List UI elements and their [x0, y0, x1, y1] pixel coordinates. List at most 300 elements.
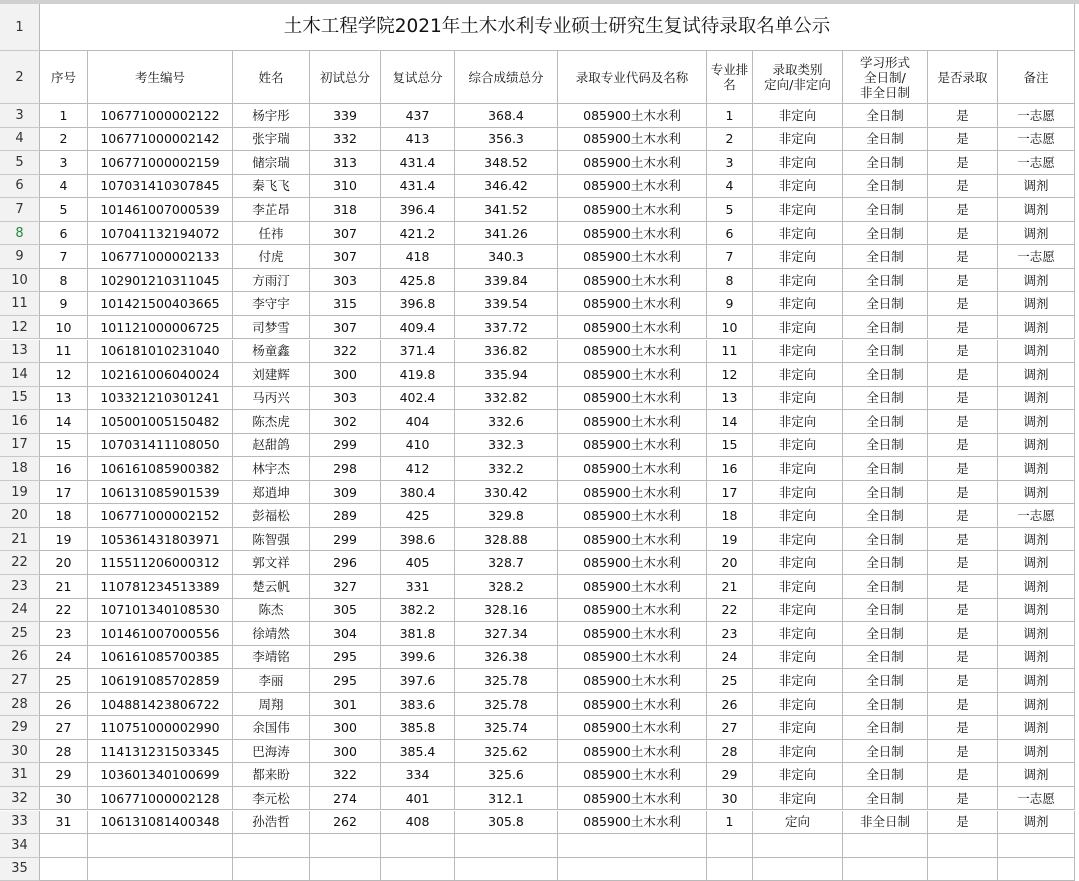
cell-composite[interactable]: 348.52	[455, 151, 558, 175]
cell-rank[interactable]: 4	[707, 175, 753, 199]
cell-name[interactable]: 楚云帆	[233, 575, 310, 599]
cell-category[interactable]: 非定向	[753, 316, 843, 340]
cell-note[interactable]: 调剂	[998, 551, 1075, 575]
cell-note[interactable]: 调剂	[998, 175, 1075, 199]
cell-category[interactable]: 非定向	[753, 481, 843, 505]
cell-mode[interactable]: 全日制	[843, 269, 928, 293]
cell-composite[interactable]: 328.16	[455, 599, 558, 623]
cell-rank[interactable]: 6	[707, 222, 753, 246]
row-number[interactable]: 3	[0, 104, 40, 128]
cell-note[interactable]: 调剂	[998, 434, 1075, 458]
cell-retest[interactable]: 419.8	[381, 363, 455, 387]
cell-major[interactable]: 085900土木水利	[558, 292, 707, 316]
cell-retest[interactable]: 385.8	[381, 716, 455, 740]
cell-note[interactable]: 调剂	[998, 481, 1075, 505]
cell-admit[interactable]: 是	[928, 410, 998, 434]
cell-admit[interactable]: 是	[928, 646, 998, 670]
cell-seq[interactable]: 9	[40, 292, 88, 316]
cell-exam-id[interactable]: 115511206000312	[88, 551, 233, 575]
cell-mode[interactable]: 全日制	[843, 528, 928, 552]
cell-retest[interactable]: 421.2	[381, 222, 455, 246]
cell-composite[interactable]: 330.42	[455, 481, 558, 505]
cell-admit[interactable]: 是	[928, 481, 998, 505]
cell-mode[interactable]: 全日制	[843, 292, 928, 316]
cell-admit[interactable]: 是	[928, 693, 998, 717]
cell-composite[interactable]: 332.2	[455, 457, 558, 481]
cell-admit[interactable]: 是	[928, 434, 998, 458]
cell-mode[interactable]: 全日制	[843, 434, 928, 458]
cell-major[interactable]: 085900土木水利	[558, 128, 707, 152]
cell-note[interactable]: 调剂	[998, 387, 1075, 411]
cell-seq[interactable]: 17	[40, 481, 88, 505]
cell-seq[interactable]: 25	[40, 669, 88, 693]
cell-composite[interactable]: 328.7	[455, 551, 558, 575]
cell-mode[interactable]: 全日制	[843, 504, 928, 528]
cell-retest[interactable]: 334	[381, 763, 455, 787]
empty-cell[interactable]	[928, 858, 998, 881]
row-number[interactable]: 19	[0, 481, 40, 505]
row-number[interactable]: 22	[0, 551, 40, 575]
cell-note[interactable]: 调剂	[998, 222, 1075, 246]
cell-mode[interactable]: 全日制	[843, 716, 928, 740]
cell-note[interactable]: 一志愿	[998, 245, 1075, 269]
cell-retest[interactable]: 410	[381, 434, 455, 458]
cell-category[interactable]: 非定向	[753, 763, 843, 787]
row-number[interactable]: 31	[0, 763, 40, 787]
cell-mode[interactable]: 全日制	[843, 481, 928, 505]
cell-category[interactable]: 非定向	[753, 716, 843, 740]
cell-admit[interactable]: 是	[928, 740, 998, 764]
cell-composite[interactable]: 312.1	[455, 787, 558, 811]
cell-rank[interactable]: 3	[707, 151, 753, 175]
cell-category[interactable]: 非定向	[753, 504, 843, 528]
cell-retest[interactable]: 437	[381, 104, 455, 128]
cell-composite[interactable]: 327.34	[455, 622, 558, 646]
row-number[interactable]: 34	[0, 834, 40, 858]
cell-composite[interactable]: 325.78	[455, 693, 558, 717]
cell-category[interactable]: 非定向	[753, 387, 843, 411]
cell-note[interactable]: 调剂	[998, 599, 1075, 623]
cell-seq[interactable]: 26	[40, 693, 88, 717]
cell-major[interactable]: 085900土木水利	[558, 740, 707, 764]
row-number[interactable]: 30	[0, 740, 40, 764]
cell-seq[interactable]: 6	[40, 222, 88, 246]
cell-category[interactable]: 非定向	[753, 622, 843, 646]
cell-initial[interactable]: 296	[310, 551, 381, 575]
cell-major[interactable]: 085900土木水利	[558, 198, 707, 222]
cell-exam-id[interactable]: 101461007000556	[88, 622, 233, 646]
row-number[interactable]: 1	[0, 4, 40, 51]
cell-rank[interactable]: 13	[707, 387, 753, 411]
cell-major[interactable]: 085900土木水利	[558, 693, 707, 717]
cell-seq[interactable]: 30	[40, 787, 88, 811]
cell-major[interactable]: 085900土木水利	[558, 669, 707, 693]
cell-initial[interactable]: 307	[310, 222, 381, 246]
cell-seq[interactable]: 21	[40, 575, 88, 599]
cell-composite[interactable]: 341.52	[455, 198, 558, 222]
cell-seq[interactable]: 20	[40, 551, 88, 575]
header-exam-id[interactable]: 考生编号	[88, 51, 233, 104]
row-number[interactable]: 32	[0, 787, 40, 811]
row-number[interactable]: 14	[0, 363, 40, 387]
cell-name[interactable]: 陈杰虎	[233, 410, 310, 434]
cell-exam-id[interactable]: 106161085900382	[88, 457, 233, 481]
cell-seq[interactable]: 5	[40, 198, 88, 222]
cell-exam-id[interactable]: 106771000002142	[88, 128, 233, 152]
cell-mode[interactable]: 全日制	[843, 646, 928, 670]
cell-name[interactable]: 林宇杰	[233, 457, 310, 481]
cell-exam-id[interactable]: 110751000002990	[88, 716, 233, 740]
header-seq[interactable]: 序号	[40, 51, 88, 104]
row-number[interactable]: 24	[0, 599, 40, 623]
cell-admit[interactable]: 是	[928, 222, 998, 246]
cell-name[interactable]: 郭文祥	[233, 551, 310, 575]
cell-rank[interactable]: 2	[707, 128, 753, 152]
cell-admit[interactable]: 是	[928, 340, 998, 364]
cell-exam-id[interactable]: 107041132194072	[88, 222, 233, 246]
cell-admit[interactable]: 是	[928, 316, 998, 340]
cell-composite[interactable]: 336.82	[455, 340, 558, 364]
header-note[interactable]: 备注	[998, 51, 1075, 104]
cell-name[interactable]: 孙浩哲	[233, 811, 310, 835]
row-number[interactable]: 35	[0, 858, 40, 881]
cell-major[interactable]: 085900土木水利	[558, 316, 707, 340]
row-number[interactable]: 5	[0, 151, 40, 175]
sheet-title[interactable]: 土木工程学院2021年土木水利专业硕士研究生复试待录取名单公示	[40, 4, 1075, 51]
cell-mode[interactable]: 全日制	[843, 669, 928, 693]
row-number[interactable]: 12	[0, 316, 40, 340]
cell-major[interactable]: 085900土木水利	[558, 387, 707, 411]
row-number[interactable]: 13	[0, 340, 40, 364]
cell-exam-id[interactable]: 101461007000539	[88, 198, 233, 222]
cell-name[interactable]: 陈杰	[233, 599, 310, 623]
cell-category[interactable]: 非定向	[753, 128, 843, 152]
cell-initial[interactable]: 300	[310, 740, 381, 764]
cell-name[interactable]: 巴海涛	[233, 740, 310, 764]
cell-admit[interactable]: 是	[928, 811, 998, 835]
row-number[interactable]: 27	[0, 669, 40, 693]
cell-rank[interactable]: 1	[707, 104, 753, 128]
cell-rank[interactable]: 7	[707, 245, 753, 269]
cell-name[interactable]: 彭福松	[233, 504, 310, 528]
cell-composite[interactable]: 326.38	[455, 646, 558, 670]
cell-major[interactable]: 085900土木水利	[558, 340, 707, 364]
header-composite[interactable]: 综合成绩总分	[455, 51, 558, 104]
cell-initial[interactable]: 332	[310, 128, 381, 152]
cell-note[interactable]: 一志愿	[998, 104, 1075, 128]
cell-exam-id[interactable]: 106191085702859	[88, 669, 233, 693]
cell-exam-id[interactable]: 101121000006725	[88, 316, 233, 340]
cell-exam-id[interactable]: 107031410307845	[88, 175, 233, 199]
cell-seq[interactable]: 19	[40, 528, 88, 552]
cell-seq[interactable]: 7	[40, 245, 88, 269]
cell-retest[interactable]: 408	[381, 811, 455, 835]
cell-exam-id[interactable]: 106771000002152	[88, 504, 233, 528]
cell-seq[interactable]: 10	[40, 316, 88, 340]
cell-name[interactable]: 刘建辉	[233, 363, 310, 387]
cell-category[interactable]: 非定向	[753, 269, 843, 293]
cell-name[interactable]: 任祎	[233, 222, 310, 246]
cell-category[interactable]: 非定向	[753, 551, 843, 575]
cell-mode[interactable]: 全日制	[843, 599, 928, 623]
empty-cell[interactable]	[40, 834, 88, 858]
cell-retest[interactable]: 402.4	[381, 387, 455, 411]
cell-major[interactable]: 085900土木水利	[558, 599, 707, 623]
cell-note[interactable]: 调剂	[998, 198, 1075, 222]
cell-mode[interactable]: 全日制	[843, 622, 928, 646]
cell-major[interactable]: 085900土木水利	[558, 434, 707, 458]
empty-cell[interactable]	[843, 834, 928, 858]
cell-exam-id[interactable]: 106131085901539	[88, 481, 233, 505]
cell-major[interactable]: 085900土木水利	[558, 151, 707, 175]
empty-cell[interactable]	[40, 858, 88, 881]
cell-name[interactable]: 都来盼	[233, 763, 310, 787]
cell-retest[interactable]: 383.6	[381, 693, 455, 717]
cell-admit[interactable]: 是	[928, 292, 998, 316]
cell-retest[interactable]: 413	[381, 128, 455, 152]
cell-name[interactable]: 李元松	[233, 787, 310, 811]
cell-initial[interactable]: 300	[310, 716, 381, 740]
cell-admit[interactable]: 是	[928, 716, 998, 740]
empty-cell[interactable]	[998, 858, 1075, 881]
cell-admit[interactable]: 是	[928, 622, 998, 646]
cell-rank[interactable]: 17	[707, 481, 753, 505]
cell-name[interactable]: 李靖铭	[233, 646, 310, 670]
cell-exam-id[interactable]: 106161085700385	[88, 646, 233, 670]
cell-note[interactable]: 调剂	[998, 811, 1075, 835]
empty-cell[interactable]	[558, 858, 707, 881]
cell-major[interactable]: 085900土木水利	[558, 504, 707, 528]
cell-exam-id[interactable]: 103601340100699	[88, 763, 233, 787]
cell-major[interactable]: 085900土木水利	[558, 269, 707, 293]
cell-name[interactable]: 杨宇彤	[233, 104, 310, 128]
cell-initial[interactable]: 274	[310, 787, 381, 811]
cell-major[interactable]: 085900土木水利	[558, 481, 707, 505]
cell-rank[interactable]: 5	[707, 198, 753, 222]
cell-name[interactable]: 余国伟	[233, 716, 310, 740]
cell-rank[interactable]: 10	[707, 316, 753, 340]
cell-composite[interactable]: 368.4	[455, 104, 558, 128]
header-category[interactable]	[753, 51, 843, 104]
cell-initial[interactable]: 305	[310, 599, 381, 623]
cell-note[interactable]: 调剂	[998, 669, 1075, 693]
cell-rank[interactable]: 28	[707, 740, 753, 764]
cell-retest[interactable]: 401	[381, 787, 455, 811]
cell-exam-id[interactable]: 106771000002128	[88, 787, 233, 811]
empty-cell[interactable]	[310, 834, 381, 858]
row-number[interactable]: 28	[0, 693, 40, 717]
cell-initial[interactable]: 304	[310, 622, 381, 646]
cell-major[interactable]: 085900土木水利	[558, 410, 707, 434]
cell-initial[interactable]: 322	[310, 340, 381, 364]
row-number[interactable]: 15	[0, 387, 40, 411]
cell-exam-id[interactable]: 106771000002122	[88, 104, 233, 128]
cell-exam-id[interactable]: 102901210311045	[88, 269, 233, 293]
cell-seq[interactable]: 22	[40, 599, 88, 623]
cell-note[interactable]: 调剂	[998, 363, 1075, 387]
cell-retest[interactable]: 396.8	[381, 292, 455, 316]
cell-admit[interactable]: 是	[928, 528, 998, 552]
cell-initial[interactable]: 307	[310, 316, 381, 340]
cell-retest[interactable]: 412	[381, 457, 455, 481]
cell-mode[interactable]: 全日制	[843, 222, 928, 246]
cell-initial[interactable]: 322	[310, 763, 381, 787]
cell-initial[interactable]: 262	[310, 811, 381, 835]
cell-exam-id[interactable]: 106181010231040	[88, 340, 233, 364]
cell-admit[interactable]: 是	[928, 245, 998, 269]
cell-composite[interactable]: 325.78	[455, 669, 558, 693]
header-retest[interactable]: 复试总分	[381, 51, 455, 104]
cell-composite[interactable]: 339.84	[455, 269, 558, 293]
cell-seq[interactable]: 27	[40, 716, 88, 740]
cell-composite[interactable]: 340.3	[455, 245, 558, 269]
cell-exam-id[interactable]: 106131081400348	[88, 811, 233, 835]
empty-cell[interactable]	[707, 834, 753, 858]
cell-retest[interactable]: 425.8	[381, 269, 455, 293]
cell-composite[interactable]: 335.94	[455, 363, 558, 387]
cell-rank[interactable]: 16	[707, 457, 753, 481]
cell-admit[interactable]: 是	[928, 457, 998, 481]
cell-retest[interactable]: 404	[381, 410, 455, 434]
cell-mode[interactable]: 全日制	[843, 410, 928, 434]
cell-seq[interactable]: 18	[40, 504, 88, 528]
cell-mode[interactable]: 全日制	[843, 787, 928, 811]
cell-initial[interactable]: 303	[310, 269, 381, 293]
header-rank[interactable]	[707, 51, 753, 104]
cell-mode[interactable]: 全日制	[843, 457, 928, 481]
header-name[interactable]: 姓名	[233, 51, 310, 104]
cell-rank[interactable]: 22	[707, 599, 753, 623]
cell-exam-id[interactable]: 102161006040024	[88, 363, 233, 387]
cell-mode[interactable]: 非全日制	[843, 811, 928, 835]
cell-mode[interactable]: 全日制	[843, 763, 928, 787]
cell-name[interactable]: 马丙兴	[233, 387, 310, 411]
cell-retest[interactable]: 431.4	[381, 151, 455, 175]
cell-mode[interactable]: 全日制	[843, 198, 928, 222]
cell-initial[interactable]: 339	[310, 104, 381, 128]
cell-category[interactable]: 定向	[753, 811, 843, 835]
cell-mode[interactable]: 全日制	[843, 387, 928, 411]
cell-note[interactable]: 一志愿	[998, 151, 1075, 175]
empty-cell[interactable]	[753, 834, 843, 858]
cell-rank[interactable]: 27	[707, 716, 753, 740]
cell-initial[interactable]: 307	[310, 245, 381, 269]
cell-retest[interactable]: 380.4	[381, 481, 455, 505]
cell-retest[interactable]: 425	[381, 504, 455, 528]
cell-mode[interactable]: 全日制	[843, 740, 928, 764]
cell-composite[interactable]: 341.26	[455, 222, 558, 246]
cell-mode[interactable]: 全日制	[843, 104, 928, 128]
row-number[interactable]: 23	[0, 575, 40, 599]
cell-seq[interactable]: 2	[40, 128, 88, 152]
cell-note[interactable]: 调剂	[998, 292, 1075, 316]
cell-rank[interactable]: 9	[707, 292, 753, 316]
cell-exam-id[interactable]: 114131231503345	[88, 740, 233, 764]
cell-note[interactable]: 调剂	[998, 575, 1075, 599]
cell-category[interactable]: 非定向	[753, 175, 843, 199]
cell-major[interactable]: 085900土木水利	[558, 622, 707, 646]
empty-cell[interactable]	[88, 834, 233, 858]
cell-composite[interactable]: 328.88	[455, 528, 558, 552]
cell-major[interactable]: 085900土木水利	[558, 716, 707, 740]
cell-composite[interactable]: 325.62	[455, 740, 558, 764]
cell-major[interactable]: 085900土木水利	[558, 646, 707, 670]
cell-composite[interactable]: 329.8	[455, 504, 558, 528]
cell-initial[interactable]: 295	[310, 669, 381, 693]
cell-mode[interactable]: 全日制	[843, 363, 928, 387]
cell-retest[interactable]: 399.6	[381, 646, 455, 670]
empty-cell[interactable]	[707, 858, 753, 881]
cell-major[interactable]: 085900土木水利	[558, 575, 707, 599]
cell-seq[interactable]: 29	[40, 763, 88, 787]
empty-cell[interactable]	[998, 834, 1075, 858]
cell-admit[interactable]: 是	[928, 198, 998, 222]
cell-rank[interactable]: 8	[707, 269, 753, 293]
header-major[interactable]: 录取专业代码及名称	[558, 51, 707, 104]
cell-retest[interactable]: 398.6	[381, 528, 455, 552]
empty-cell[interactable]	[233, 834, 310, 858]
cell-composite[interactable]: 346.42	[455, 175, 558, 199]
cell-composite[interactable]: 325.74	[455, 716, 558, 740]
cell-composite[interactable]: 332.82	[455, 387, 558, 411]
cell-admit[interactable]: 是	[928, 104, 998, 128]
cell-exam-id[interactable]: 107031411108050	[88, 434, 233, 458]
cell-admit[interactable]: 是	[928, 151, 998, 175]
cell-mode[interactable]: 全日制	[843, 693, 928, 717]
cell-composite[interactable]: 305.8	[455, 811, 558, 835]
cell-note[interactable]: 调剂	[998, 646, 1075, 670]
cell-retest[interactable]: 431.4	[381, 175, 455, 199]
empty-cell[interactable]	[843, 858, 928, 881]
cell-exam-id[interactable]: 104881423806722	[88, 693, 233, 717]
empty-cell[interactable]	[233, 858, 310, 881]
cell-composite[interactable]: 332.6	[455, 410, 558, 434]
cell-major[interactable]: 085900土木水利	[558, 528, 707, 552]
row-number[interactable]: 2	[0, 51, 40, 104]
cell-category[interactable]: 非定向	[753, 599, 843, 623]
cell-admit[interactable]: 是	[928, 575, 998, 599]
cell-seq[interactable]: 15	[40, 434, 88, 458]
cell-initial[interactable]: 318	[310, 198, 381, 222]
row-number[interactable]: 33	[0, 811, 40, 835]
cell-retest[interactable]: 385.4	[381, 740, 455, 764]
cell-category[interactable]: 非定向	[753, 198, 843, 222]
cell-retest[interactable]: 418	[381, 245, 455, 269]
cell-composite[interactable]: 356.3	[455, 128, 558, 152]
cell-rank[interactable]: 30	[707, 787, 753, 811]
row-number[interactable]: 9	[0, 245, 40, 269]
cell-major[interactable]: 085900土木水利	[558, 787, 707, 811]
cell-category[interactable]: 非定向	[753, 410, 843, 434]
cell-rank[interactable]: 29	[707, 763, 753, 787]
cell-note[interactable]: 调剂	[998, 340, 1075, 364]
cell-initial[interactable]: 302	[310, 410, 381, 434]
cell-mode[interactable]: 全日制	[843, 575, 928, 599]
cell-seq[interactable]: 12	[40, 363, 88, 387]
cell-category[interactable]: 非定向	[753, 340, 843, 364]
cell-note[interactable]: 一志愿	[998, 504, 1075, 528]
empty-cell[interactable]	[88, 858, 233, 881]
cell-composite[interactable]: 337.72	[455, 316, 558, 340]
cell-rank[interactable]: 25	[707, 669, 753, 693]
cell-exam-id[interactable]: 103321210301241	[88, 387, 233, 411]
cell-exam-id[interactable]: 106771000002133	[88, 245, 233, 269]
cell-initial[interactable]: 299	[310, 434, 381, 458]
cell-exam-id[interactable]: 101421500403665	[88, 292, 233, 316]
cell-admit[interactable]: 是	[928, 763, 998, 787]
cell-initial[interactable]: 289	[310, 504, 381, 528]
cell-rank[interactable]: 11	[707, 340, 753, 364]
